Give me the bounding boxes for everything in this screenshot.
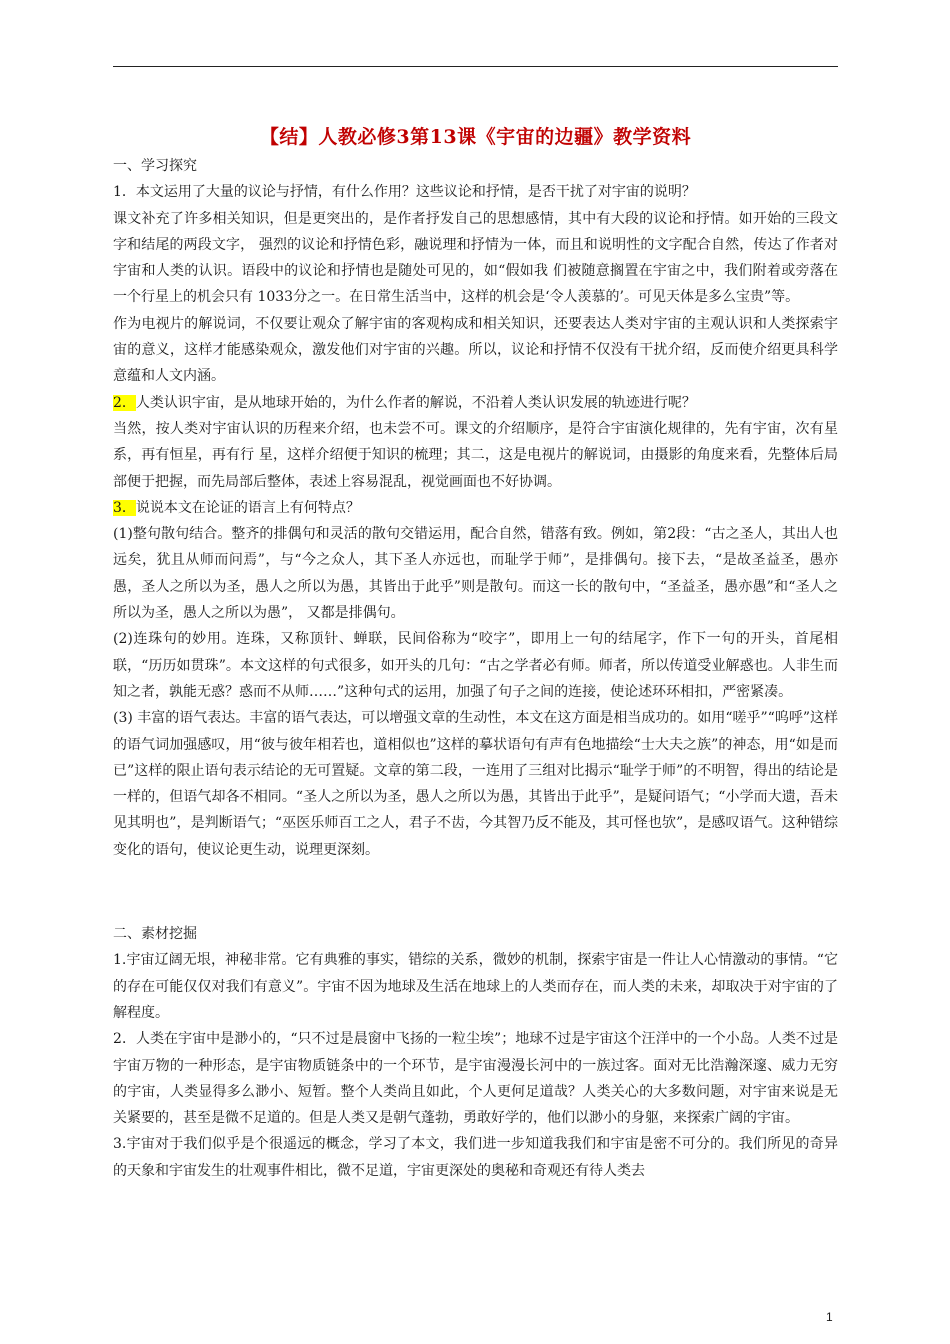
section-gap bbox=[113, 863, 838, 921]
q1-question: 1．本文运用了大量的议论与抒情，有什么作用？这些议论和抒情，是否干扰了对宇宙的说明？ bbox=[113, 184, 696, 201]
document-title: 【结】人教必修3第13课《宇宙的边疆》教学资料 bbox=[259, 126, 692, 148]
section1-heading: 一、学习探究 bbox=[113, 158, 197, 174]
q3-point-2: (2)连珠句的妙用。连珠，又称顶针、蝉联，民间俗称为“咬字”，即用上一句的结尾字，作下一句的开头，首尾相联，“历历如贯珠”。本文这样的句式很多，如开头的几句：“古之学者必有师。师者，所以传道受业解惑也。人非生而知之者，孰能无惑？惑而不从师……”这种句式的运用，加强了句子之间的连接，使论述环环相扣，严密紧凑。 bbox=[113, 631, 838, 700]
section2-item-3: 3.宇宙对于我们似乎是个很遥远的概念，学习了本文，我们进一步知道我我们和宇宙是密不可分的。我们所见的奇异的天象和宇宙发生的壮观事件相比，微不足道，宇宙更深处的奥秘和奇观还有待人类去 bbox=[113, 1136, 838, 1179]
document-body bbox=[113, 153, 838, 1184]
page-number: 1 bbox=[826, 1310, 833, 1324]
q3-question: 说说本文在论证的语言上有何特点？ bbox=[135, 499, 360, 516]
q3-number: 3． bbox=[113, 499, 136, 516]
q2-answer: 当然，按人类对宇宙认识的历程来介绍，也未尝不可。课文的介绍顺序，是符合宇宙演化规律的，先有宇宙，次有星系，再有恒星，再有行 星，这样介绍便于知识的梳理；其二，这是电视片的解说词，由摄影的角度来看，先整体后局部便于把握，而先局部后整体，表述上容易混乱，视觉画面也不好协调。 bbox=[113, 420, 838, 490]
section2-item-1: 1.宇宙辽阔无垠，神秘非常。它有典雅的事实，错综的关系，微妙的机制，探索宇宙是一件让人心情激动的事情。“它的存在可能仅仅对我们有意义”。宇宙不因为地球及生活在地球上的人类而存在，而人类的未来，却取决于对宇宙的了解程度。 bbox=[113, 952, 838, 1021]
q1-answer-1: 课文补充了许多相关知识，但是更突出的，是作者抒发自己的思想感情，其中有大段的议论和抒情。如开始的三段文字和结尾的两段文字， 强烈的议论和抒情色彩，融说理和抒情为一体，而且和说明性的文字配合自然，传达了作者对宇宙和人类的认识。语段中的议论和抒情也是随处可见的，如“假如我 们被随意搁置在宇宙之中，我们附着或旁落在一个行星上的机会只有 1033分之一。在日常生活当中，这样的机会是‘令人羡慕的’。可见天体是多么宝贵”等。 bbox=[113, 210, 838, 306]
section2-heading: 二、素材挖掘 bbox=[113, 926, 197, 943]
q3-question-line bbox=[113, 495, 838, 521]
q3-point-3: (3) 丰富的语气表达。丰富的语气表达，可以增强文章的生动性，本文在这方面是相当成功的。如用“嗟乎”“呜呼”这样的语气词加强感叹，用“彼与彼年相若也，道相似也”这样的摹状语句有声有色地描绘“士大夫之族”的神态，用“如是而已”这样的限止语句表示结论的无可置疑。文章的第二段，一连用了三组对比揭示“耻学于师”的不明智，得出的结论是一样的，但语气却各不相同。“圣人之所以为圣，愚人之所以为愚，其皆出于此乎”，是疑问语气；“小学而大遗，吾未见其明也”，是判断语气；“巫医乐师百工之人，君子不齿，今其智乃反不能及，其可怪也欤”，是感叹语气。这种错综变化的语句，使议论更生动，说理更深刻。 bbox=[113, 710, 838, 858]
q1-answer-2: 作为电视片的解说词，不仅要让观众了解宇宙的客观构成和相关知识，还要表达人类对宇宙的主观认识和人类探索宇宙的意义，这样才能感染观众，激发他们对宇宙的兴趣。所以，议论和抒情不仅没有干扰介绍，反而使介绍更具科学意蕴和人文内涵。 bbox=[113, 315, 838, 385]
q2-number: 2． bbox=[113, 394, 136, 411]
q3-point-1: (1)整句散句结合。整齐的排偶句和灵活的散句交错运用，配合自然，错落有致。例如，第2段：“古之圣人，其出人也远矣，犹且从师而问焉”，与“今之众人，其下圣人亦远也，而耻学于师”，是排偶句。接下去，“是故圣益圣，愚亦愚，圣人之所以为圣，愚人之所以为愚，其皆出于此乎”则是散句。而这一长的散句中，“圣益圣，愚亦愚”和“圣人之所以为圣，愚人之所以为愚”， 又都是排偶句。 bbox=[113, 526, 838, 622]
header-rule bbox=[113, 66, 838, 67]
q2-question-line bbox=[113, 390, 838, 416]
q2-question: 人类认识宇宙，是从地球开始的，为什么作者的解说，不沿着人类认识发展的轨迹进行呢？ bbox=[135, 394, 696, 411]
section2-item-2: 2．人类在宇宙中是渺小的，“只不过是晨窗中飞扬的一粒尘埃”；地球不过是宇宙这个汪洋中的一个小岛。人类不过是宇宙万物的一种形态，是宇宙物质链条中的一个环节，是宇宙漫漫长河中的一族过客。面对无比浩瀚深邃、威力无穷的宇宙，人类显得多么渺小、短暂。整个人类尚且如此，个人更何足道哉？人类关心的大多数问题，对宇宙来说是无关紧要的，甚至是微不足道的。但是人类又是朝气蓬勃，勇敢好学的，他们以渺小的身躯，来探索广阔的宇宙。 bbox=[113, 1031, 838, 1127]
